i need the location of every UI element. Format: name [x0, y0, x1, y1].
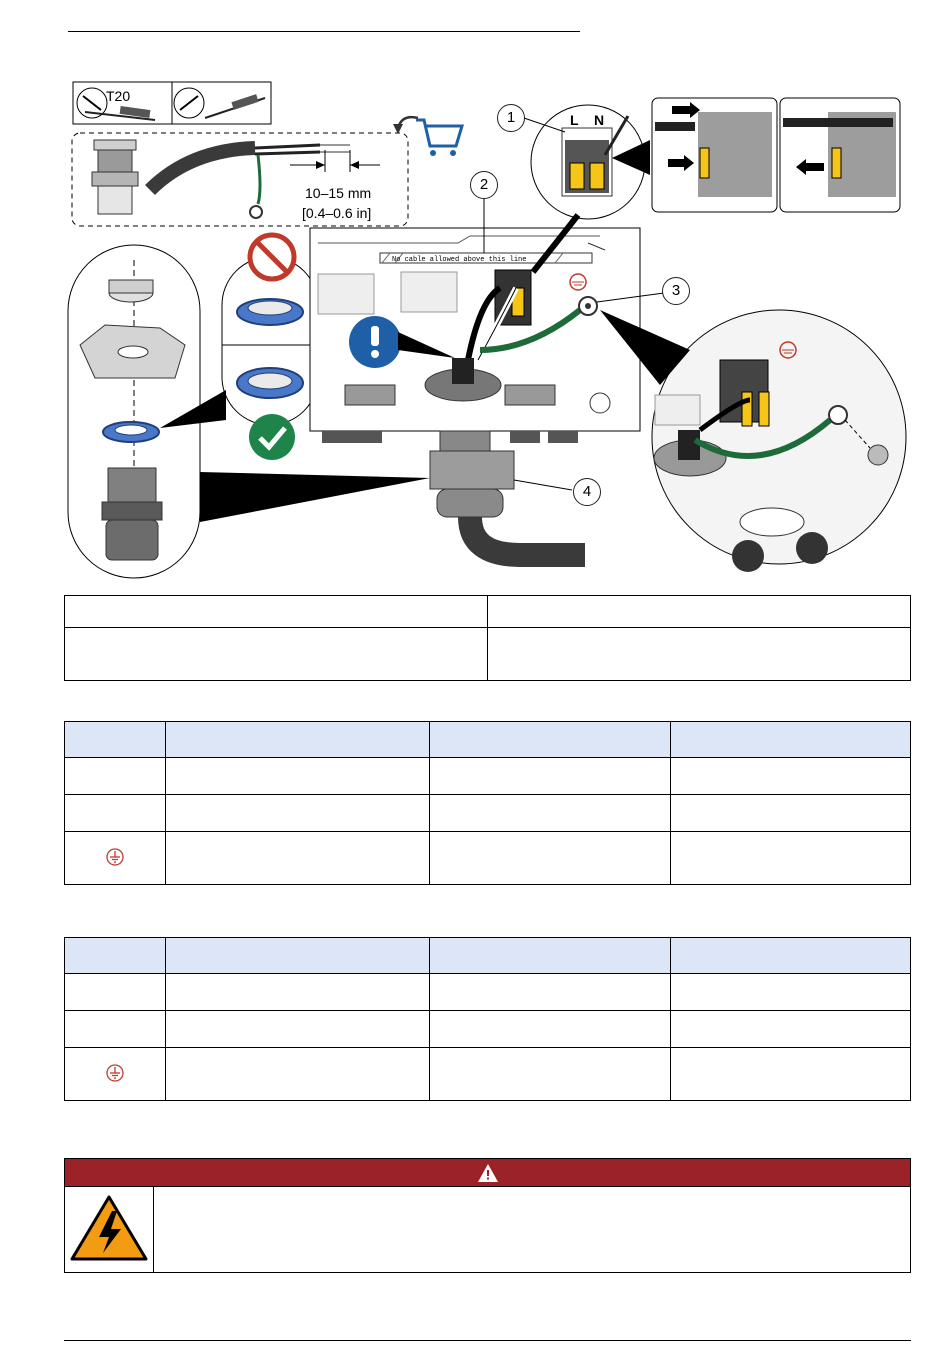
header-cell	[671, 722, 911, 758]
table-cell	[65, 1011, 166, 1048]
shopping-cart-icon	[393, 117, 462, 156]
warning-triangle-icon	[477, 1163, 499, 1183]
header-cell	[166, 722, 430, 758]
header-cell	[65, 722, 166, 758]
table-cell	[65, 832, 166, 885]
table-cell	[65, 974, 166, 1011]
table-cell	[488, 596, 911, 628]
danger-notice	[64, 1158, 911, 1273]
strip-length-mm: 10–15 mm	[305, 185, 372, 201]
table-cell	[671, 1048, 911, 1101]
header-cell	[430, 722, 671, 758]
table-row	[65, 758, 911, 795]
table-cell	[166, 1011, 430, 1048]
legend-table	[64, 595, 911, 681]
push-in-detail	[652, 98, 900, 212]
danger-text-cell	[154, 1187, 911, 1273]
table-cell	[166, 974, 430, 1011]
table-row	[65, 832, 911, 885]
table-cell	[166, 832, 430, 885]
table-cell	[430, 758, 671, 795]
electrical-hazard-icon	[69, 1193, 149, 1263]
strip-length-in: [0.4–0.6 in]	[302, 205, 372, 221]
table-row	[65, 596, 911, 628]
table-cell	[488, 628, 911, 681]
danger-header-cell	[65, 1159, 911, 1187]
check-ok-icon	[249, 414, 295, 460]
table-row	[65, 1011, 911, 1048]
danger-header	[65, 1159, 911, 1187]
tool-label: T20	[106, 88, 131, 104]
header-cell	[65, 938, 166, 974]
table-row	[65, 795, 911, 832]
terminal-n-label: N	[594, 112, 605, 128]
protective-earth-icon	[105, 847, 125, 867]
cable-gland	[430, 431, 585, 555]
table-row	[65, 628, 911, 681]
callout-4: 4	[573, 478, 601, 506]
seal-assembly-panel	[68, 245, 200, 578]
callout-1: 1	[497, 104, 525, 132]
table-header-row	[65, 722, 911, 758]
table-cell	[166, 1048, 430, 1101]
table-cell	[65, 795, 166, 832]
table-cell	[430, 795, 671, 832]
seal-orientation-panel	[222, 257, 318, 425]
table-cell	[430, 974, 671, 1011]
ground-detail	[600, 310, 906, 572]
cable-limit-label: No cable allowed above this line	[392, 256, 527, 264]
tools-box	[73, 82, 271, 124]
table-cell	[430, 832, 671, 885]
table-cell	[65, 628, 488, 681]
callout-3: 3	[662, 277, 690, 305]
header-cell	[166, 938, 430, 974]
table-cell	[671, 832, 911, 885]
table-cell	[166, 795, 430, 832]
footer-rule	[64, 1340, 911, 1341]
table-cell	[166, 758, 430, 795]
header-cell	[430, 938, 671, 974]
table-cell	[671, 795, 911, 832]
table-header-row	[65, 938, 911, 974]
prohibited-icon	[250, 235, 294, 279]
table-cell	[65, 596, 488, 628]
wiring-illustration	[0, 0, 950, 590]
wiring-table-1	[64, 721, 911, 885]
table-cell	[65, 1048, 166, 1101]
terminal-l-label: L	[570, 112, 579, 128]
header-cell	[671, 938, 911, 974]
table-cell	[430, 1011, 671, 1048]
danger-body	[65, 1187, 911, 1273]
table-cell	[430, 1048, 671, 1101]
table-cell	[671, 758, 911, 795]
wiring-table-2	[64, 937, 911, 1101]
table-row	[65, 974, 911, 1011]
table-cell	[65, 758, 166, 795]
protective-earth-icon	[105, 1063, 125, 1083]
table-cell	[671, 974, 911, 1011]
table-cell	[671, 1011, 911, 1048]
danger-icon-cell	[65, 1187, 154, 1273]
gland-pointer	[200, 472, 430, 522]
callout-2: 2	[470, 171, 498, 199]
table-row	[65, 1048, 911, 1101]
